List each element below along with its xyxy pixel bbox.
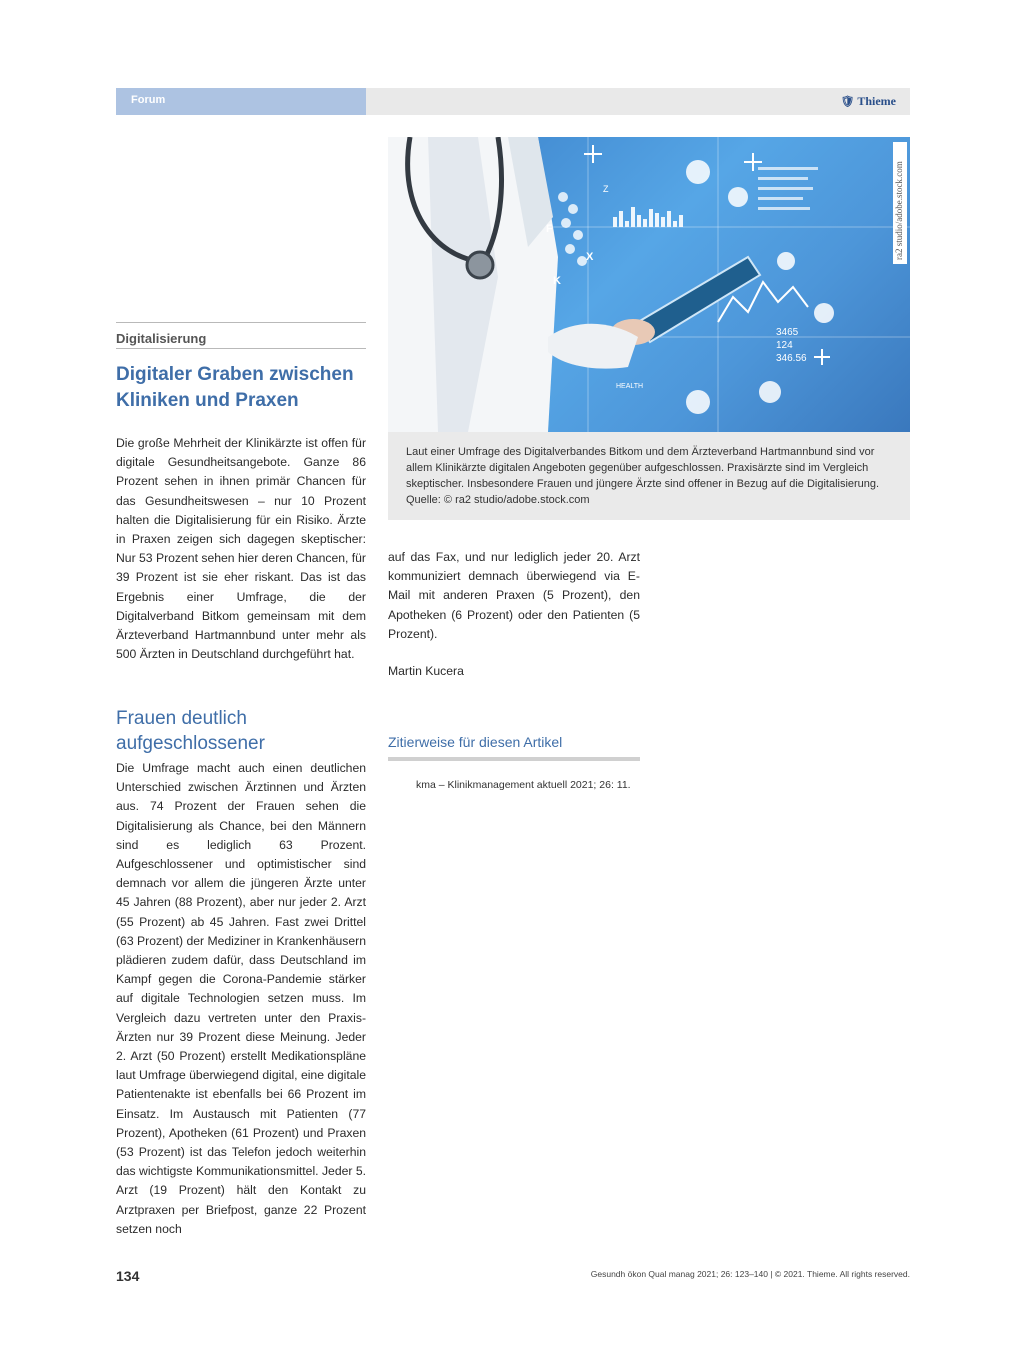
citation-title: Zitierweise für diesen Artikel [388,734,563,750]
overlay-letter: Z [603,184,609,194]
overlay-number: 346.56 [776,353,807,364]
section-rule-top [116,322,366,323]
publisher-header-bar [366,88,910,115]
article-headline: Digitaler Graben zwischen Kliniken und Praxen [116,364,354,411]
body-paragraph-col2: auf das Fax, und nur lediglich jeder 20. Arzt kommuniziert demnach überwiegend via E-Mail mit anderen Praxen (5 Prozent), den Apotheken (6 Prozent) oder den Patienten (5 Prozent). [388,550,640,641]
article-author: Martin Kucera [388,664,464,678]
overlay-label: HEALTH [616,383,644,390]
overlay-letter: F [546,223,553,235]
overlay-number: 3465 [776,327,799,338]
image-credit [893,142,907,264]
image-credit-text: ra2 studio/adobe.stock.com [894,161,904,260]
section-header-label: Forum [131,94,166,106]
overlay-number: 124 [776,340,793,351]
citation-divider [388,757,640,761]
page-number: 134 [116,1268,140,1284]
overlay-letter: X [586,251,594,263]
section-label: Digitalisierung [116,331,207,346]
article-body-col1 [116,759,366,1239]
article-figure [388,137,910,432]
article-body-col2 [388,548,640,644]
publisher-label: Thieme [857,94,896,108]
doctor-tablet-illustration [388,137,910,432]
figure-caption-box [388,432,910,520]
figure-caption: Laut einer Umfrage des Digitalverbandes Bitkom und dem Ärzteverband Hartmannbund sind vor allem Klinikärzte digitalen Angeboten gegenüber aufgeschlossen. Praxisärzte sind im Vergleich skeptischer. Insbesondere Frauen und jüngere Ärzte sind offener in Bezug auf die Digitalisierung. Quelle: © ra2 studio/adobe.stock.com [406,446,880,506]
section-header-bar [116,88,366,115]
citation-text: kma – Klinikmanagement aktuell 2021; 26: 11. [416,779,631,791]
article-intro [116,434,366,664]
section-rule-bottom [116,348,366,349]
journal-reference: Gesundh ökon Qual manag 2021; 26: 123–140 | © 2021. Thieme. All rights reserved. [590,1269,910,1279]
overlay-letter: K [553,275,561,287]
thieme-logo-icon: 🛡 [840,96,855,108]
intro-paragraph: Die große Mehrheit der Klinikärzte ist offen für digitale Gesundheitsangebote. Ganze 86 Prozent sehen in ihnen primär Chancen für das Gesundheitswesen – nur 10 Prozent halten die Digitalisierung für ein Risiko. Ärzte in Praxen zeigen sich dagegen skeptischer: Nur 53 Prozent sehen hier deren Chancen, für 39 Prozent ist sie eher riskant. Das ist das Ergebnis einer Umfrage, die der Digitalverband Bitkom gemeinsam mit dem Ärzteverband Hartmannbund unter mehr als 500 Ärzten in Deutschland durchgeführt hat. [116,436,366,662]
publisher-name [840,94,896,109]
body-paragraph-col1: Die Umfrage macht auch einen deutlichen Unterschied zwischen Ärztinnen und Ärzten aus. 74 Prozent der Frauen sehen die Digitalisierung als Chance, bei den Männern sind es lediglich 63 Prozent. Aufgeschlossener und optimistischer sind demnach vor allem die jüngeren Ärzte unter 45 Jahren (88 Prozent), aber nur jeder 2. Arzt (55 Prozent) ab 45 Jahren. Fast zwei Drittel (63 Prozent) der Mediziner in Krankenhäusern plädieren zudem dafür, dass Deutschland im Kampf gegen die Corona-Pandemie stärker auf digitale Technologien setzen muss. Im Vergleich dazu vertreten unter den Praxis-Ärzten nur 39 Prozent diese Meinung. Jeder 2. Arzt (50 Prozent) erstellt Medikationspläne laut Umfrage überwiegend digital, eine digitale Patientenakte ist ebenfalls bei 66 Prozent im Einsatz. Im Austausch mit Patienten (77 Prozent), Apotheken (61 Prozent) und Praxen (53 Prozent) ist das Telefon jedoch weiterhin das wichtigste Kommunikationsmittel. Jeder 5. Arzt (19 Prozent) hält den Kontakt zu Arztpraxen per Briefpost, ganze 22 Prozent setzen noch [116,761,366,1236]
article-subheading: Frauen deutlich aufgeschlossener [116,708,265,754]
